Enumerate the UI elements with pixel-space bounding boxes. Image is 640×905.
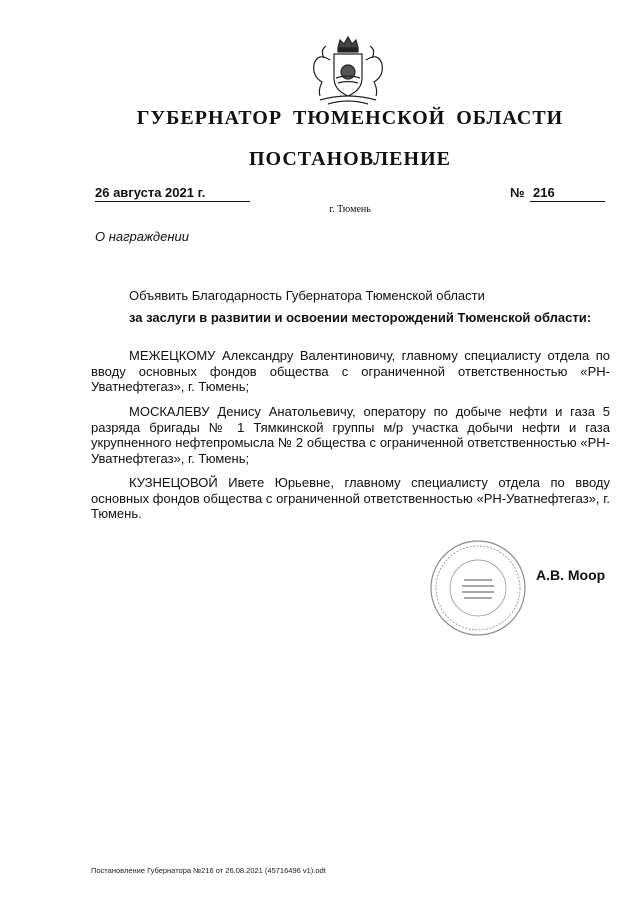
document-subject: О награждении	[95, 229, 189, 244]
document-number-value: 216	[533, 185, 555, 200]
organization-title: ГУБЕРНАТОР ТЮМЕНСКОЙ ОБЛАСТИ	[136, 107, 564, 129]
coat-of-arms-emblem	[300, 30, 396, 110]
award-paragraph-1: МЕЖЕЦКОМУ Александру Валентиновичу, главному специалисту отдела по вводу основных фондов общества с ограниченной ответственностью «РН-Уватнефтегаз», г. Тюмень;	[91, 348, 610, 394]
document-number-label: №	[510, 185, 525, 200]
merit-paragraph: за заслуги в развитии и освоении месторождений Тюменской области:	[129, 310, 592, 325]
intro-paragraph: Объявить Благодарность Губернатора Тюменской области	[129, 288, 485, 303]
document-date: 26 августа 2021 г.	[95, 185, 250, 202]
document-number	[530, 185, 605, 202]
issue-city: г. Тюмень	[329, 204, 371, 215]
footer-filename: Постановление Губернатора №216 от 26.08.2021 (45716496 v1).odt	[91, 866, 326, 875]
official-stamp-seal	[428, 538, 528, 638]
award-paragraph-2: МОСКАЛЕВУ Денису Анатольевичу, оператору по добыче нефти и газа 5 разряда бригады № 1 Тямкинской группы м/р участка добычи нефти и газа укрупненного нефтепромысла № 2 общества с ограниченной ответственностью «РН-Уватнефтегаз», г. Тюмень;	[91, 404, 610, 466]
document-type-heading: ПОСТАНОВЛЕНИЕ	[249, 148, 451, 170]
signer-name: А.В. Моор	[536, 567, 606, 583]
award-paragraph-3: КУЗНЕЦОВОЙ Ивете Юрьевне, главному специалисту отдела по вводу основных фондов общества с ограниченной ответственностью «РН-Уватнефтегаз», г. Тюмень.	[91, 475, 610, 521]
